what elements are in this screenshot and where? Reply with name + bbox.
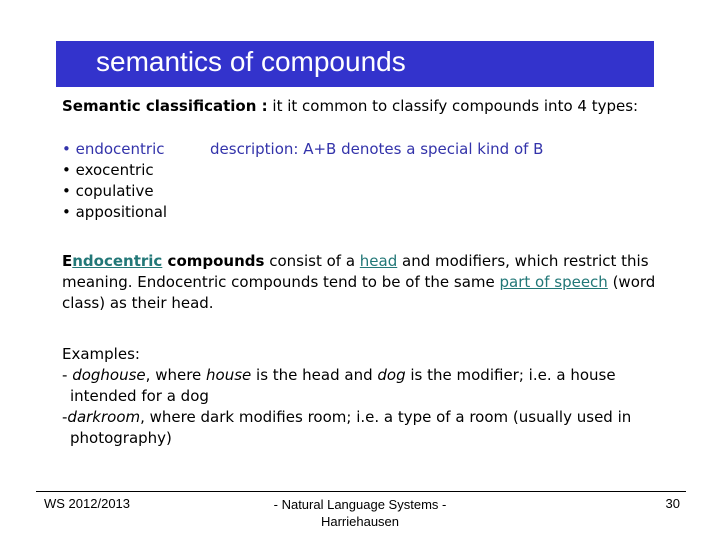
head-link[interactable]: head <box>359 252 398 270</box>
examples-section <box>62 344 702 449</box>
endocentric-link[interactable]: ndocentric <box>72 252 163 270</box>
title-bar <box>56 41 654 87</box>
footer-course-title: - Natural Language Systems - <box>273 497 447 512</box>
example-term: dog <box>377 366 406 384</box>
type-item: • appositional <box>62 203 168 221</box>
type-description: description: A+B denotes a special kind of B <box>210 140 544 158</box>
para-text: and modifiers, which restrict this meaning. Endocentric compounds tend to be of the same <box>62 252 649 291</box>
page-number: 30 <box>665 496 680 511</box>
footer-semester: WS 2012/2013 <box>44 496 131 511</box>
para-text: (word class) as their head. <box>62 273 656 312</box>
type-section <box>62 139 702 225</box>
example-term: house <box>206 366 252 384</box>
type-item: • copulative <box>62 182 154 200</box>
example-text: is the head and <box>251 366 378 384</box>
example-line: intended for a dog <box>70 387 209 405</box>
example-term: doghouse <box>72 366 146 384</box>
slide-content <box>62 96 702 449</box>
example-text: - <box>62 408 68 426</box>
example-line <box>62 365 702 386</box>
slide-title: semantics of compounds <box>96 46 406 77</box>
footer-course <box>260 496 460 530</box>
intro-line <box>62 96 702 117</box>
para-e: E <box>62 252 73 270</box>
para-compounds: compounds <box>162 252 265 270</box>
endocentric-paragraph <box>62 251 702 314</box>
type-list <box>62 139 167 223</box>
example-text: , where dark modifies room; i.e. a type of a room (usually used in <box>140 408 632 426</box>
example-text: - <box>62 366 73 384</box>
type-item: • exocentric <box>62 161 154 179</box>
part-of-speech-link[interactable]: part of speech <box>499 273 608 291</box>
footer-divider <box>36 491 686 492</box>
example-text: , where <box>145 366 207 384</box>
example-term: darkroom <box>67 408 141 426</box>
footer-author: Harriehausen <box>320 514 400 529</box>
type-item: • endocentric <box>62 140 165 158</box>
example-line <box>62 407 702 428</box>
example-text: is the modifier; i.e. a house <box>405 366 616 384</box>
intro-bold: Semantic classification : <box>62 97 268 115</box>
intro-rest: it it common to classify compounds into 4 types: <box>267 97 639 115</box>
para-text: consist of a <box>264 252 360 270</box>
example-line: photography) <box>70 429 172 447</box>
examples-heading: Examples: <box>62 345 140 363</box>
